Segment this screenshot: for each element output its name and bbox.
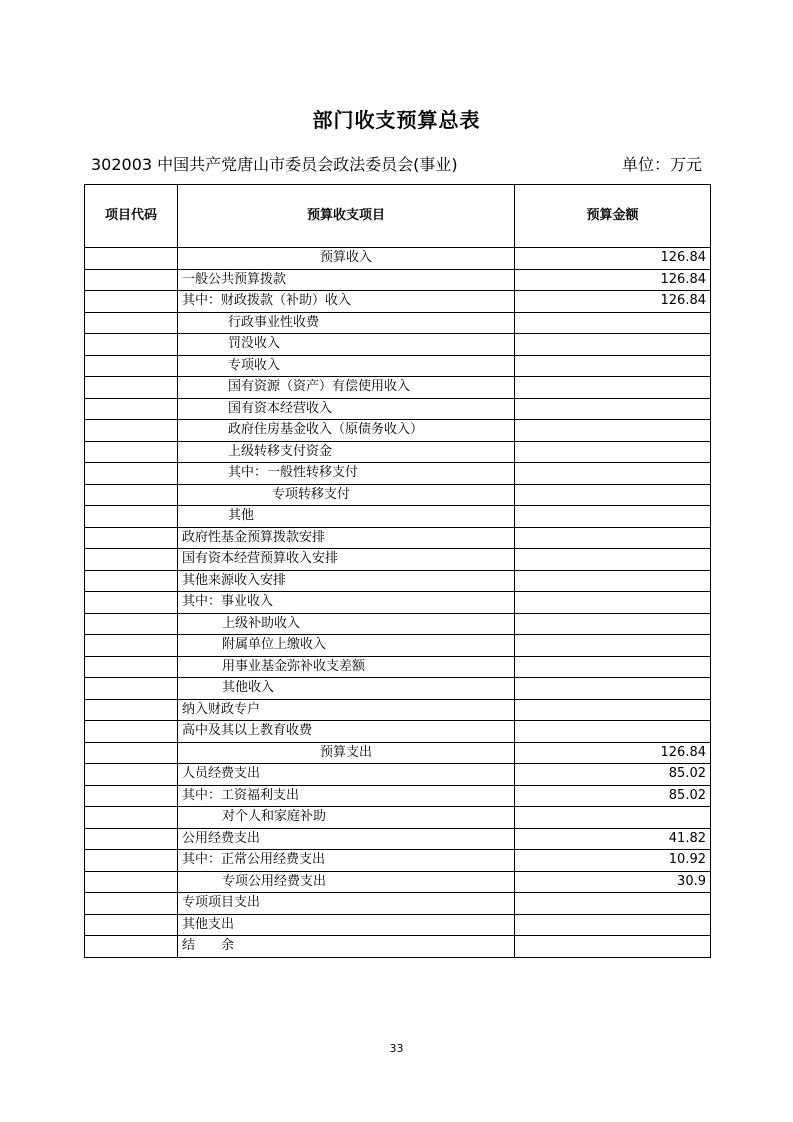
item-name-cell: 用事业基金弥补收支差额 <box>178 656 515 678</box>
amount-cell <box>515 463 711 485</box>
item-code-cell <box>85 936 178 958</box>
item-code-cell <box>85 678 178 700</box>
item-name-cell: 专项转移支付 <box>178 484 515 506</box>
amount-cell <box>515 936 711 958</box>
amount-cell <box>515 398 711 420</box>
item-name-cell: 其中：工资福利支出 <box>178 785 515 807</box>
item-name-cell: 国有资源（资产）有偿使用收入 <box>178 377 515 399</box>
amount-cell: 126.84 <box>515 248 711 270</box>
amount-cell <box>515 441 711 463</box>
amount-cell <box>515 721 711 743</box>
amount-cell <box>515 635 711 657</box>
amount-cell <box>515 678 711 700</box>
item-code-cell <box>85 742 178 764</box>
amount-cell <box>515 549 711 571</box>
item-name-cell: 政府性基金预算拨款安排 <box>178 527 515 549</box>
table-row <box>85 592 711 614</box>
item-code-cell <box>85 312 178 334</box>
item-code-cell <box>85 764 178 786</box>
item-name-cell: 一般公共预算拨款 <box>178 269 515 291</box>
table-row <box>85 269 711 291</box>
item-code-cell <box>85 549 178 571</box>
table-row <box>85 721 711 743</box>
table-row <box>85 441 711 463</box>
item-name-cell: 人员经费支出 <box>178 764 515 786</box>
amount-cell <box>515 506 711 528</box>
item-name-cell: 其他来源收入安排 <box>178 570 515 592</box>
table-row <box>85 613 711 635</box>
table-row <box>85 785 711 807</box>
table-row <box>85 463 711 485</box>
table-row <box>85 850 711 872</box>
item-code-cell <box>85 355 178 377</box>
amount-cell <box>515 699 711 721</box>
amount-cell <box>515 312 711 334</box>
item-code-cell <box>85 334 178 356</box>
item-name-cell: 结 余 <box>178 936 515 958</box>
item-name-cell: 其中：事业收入 <box>178 592 515 614</box>
table-row <box>85 420 711 442</box>
item-name-cell: 上级补助收入 <box>178 613 515 635</box>
table-row <box>85 893 711 915</box>
table-row <box>85 248 711 270</box>
table-row <box>85 549 711 571</box>
item-code-cell <box>85 635 178 657</box>
unit-label: 单位：万元 <box>622 155 703 174</box>
table-row <box>85 312 711 334</box>
page-title: 部门收支预算总表 <box>312 108 481 132</box>
item-code-cell <box>85 893 178 915</box>
item-code-cell <box>85 441 178 463</box>
department-subtitle: 302003 中国共产党唐山市委员会政法委员会(事业) <box>91 155 458 174</box>
table-row <box>85 570 711 592</box>
item-name-cell: 国有资本经营收入 <box>178 398 515 420</box>
table-row <box>85 678 711 700</box>
amount-cell: 126.84 <box>515 269 711 291</box>
item-code-cell <box>85 420 178 442</box>
item-name-cell: 其他收入 <box>178 678 515 700</box>
item-name-cell: 上级转移支付资金 <box>178 441 515 463</box>
amount-cell <box>515 914 711 936</box>
table-row <box>85 828 711 850</box>
amount-cell <box>515 334 711 356</box>
item-name-cell: 专项项目支出 <box>178 893 515 915</box>
item-code-cell <box>85 291 178 313</box>
item-code-cell <box>85 248 178 270</box>
item-code-cell <box>85 506 178 528</box>
item-name-cell: 纳入财政专户 <box>178 699 515 721</box>
table-row <box>85 914 711 936</box>
item-code-cell <box>85 721 178 743</box>
amount-cell: 85.02 <box>515 764 711 786</box>
item-name-cell: 专项收入 <box>178 355 515 377</box>
item-name-cell: 行政事业性收费 <box>178 312 515 334</box>
table-body <box>85 248 711 958</box>
table-row <box>85 398 711 420</box>
item-name-cell: 其中：正常公用经费支出 <box>178 850 515 872</box>
amount-cell <box>515 592 711 614</box>
header-item-code: 项目代码 <box>85 185 178 248</box>
amount-cell <box>515 527 711 549</box>
item-name-cell: 公用经费支出 <box>178 828 515 850</box>
amount-cell <box>515 613 711 635</box>
amount-cell: 10.92 <box>515 850 711 872</box>
item-name-cell: 国有资本经营预算收入安排 <box>178 549 515 571</box>
header-amount: 预算金额 <box>515 185 711 248</box>
item-code-cell <box>85 807 178 829</box>
table-row <box>85 871 711 893</box>
amount-cell: 30.9 <box>515 871 711 893</box>
amount-cell <box>515 355 711 377</box>
item-code-cell <box>85 527 178 549</box>
item-name-cell: 预算支出 <box>178 742 515 764</box>
amount-cell <box>515 656 711 678</box>
item-name-cell: 预算收入 <box>178 248 515 270</box>
item-name-cell: 高中及其以上教育收费 <box>178 721 515 743</box>
item-code-cell <box>85 785 178 807</box>
amount-cell: 41.82 <box>515 828 711 850</box>
item-name-cell: 其中：财政拨款（补助）收入 <box>178 291 515 313</box>
item-name-cell: 其中：一般性转移支付 <box>178 463 515 485</box>
item-name-cell: 其他 <box>178 506 515 528</box>
table-row <box>85 377 711 399</box>
table-row <box>85 527 711 549</box>
item-code-cell <box>85 613 178 635</box>
item-code-cell <box>85 656 178 678</box>
amount-cell <box>515 484 711 506</box>
item-name-cell: 附属单位上缴收入 <box>178 635 515 657</box>
amount-cell <box>515 570 711 592</box>
item-code-cell <box>85 269 178 291</box>
table-row <box>85 656 711 678</box>
table-row <box>85 291 711 313</box>
page-number: 33 <box>389 1042 404 1055</box>
table-row <box>85 936 711 958</box>
amount-cell: 126.84 <box>515 291 711 313</box>
item-name-cell: 政府住房基金收入（原债务收入） <box>178 420 515 442</box>
table-row <box>85 506 711 528</box>
amount-cell <box>515 807 711 829</box>
amount-cell <box>515 420 711 442</box>
amount-cell <box>515 893 711 915</box>
item-name-cell: 专项公用经费支出 <box>178 871 515 893</box>
table-row <box>85 635 711 657</box>
item-name-cell: 其他支出 <box>178 914 515 936</box>
table-row <box>85 699 711 721</box>
table-row <box>85 484 711 506</box>
table-row <box>85 807 711 829</box>
table-row <box>85 334 711 356</box>
table-row <box>85 764 711 786</box>
item-code-cell <box>85 377 178 399</box>
item-name-cell: 罚没收入 <box>178 334 515 356</box>
amount-cell <box>515 377 711 399</box>
item-name-cell: 对个人和家庭补助 <box>178 807 515 829</box>
item-code-cell <box>85 871 178 893</box>
item-code-cell <box>85 398 178 420</box>
item-code-cell <box>85 484 178 506</box>
item-code-cell <box>85 699 178 721</box>
table-row <box>85 355 711 377</box>
item-code-cell <box>85 914 178 936</box>
table-row <box>85 742 711 764</box>
item-code-cell <box>85 570 178 592</box>
amount-cell: 85.02 <box>515 785 711 807</box>
amount-cell: 126.84 <box>515 742 711 764</box>
item-code-cell <box>85 850 178 872</box>
header-item-name: 预算收支项目 <box>178 185 515 248</box>
table-header-row <box>85 185 711 248</box>
item-code-cell <box>85 592 178 614</box>
item-code-cell <box>85 463 178 485</box>
budget-summary-table <box>84 184 711 958</box>
item-code-cell <box>85 828 178 850</box>
